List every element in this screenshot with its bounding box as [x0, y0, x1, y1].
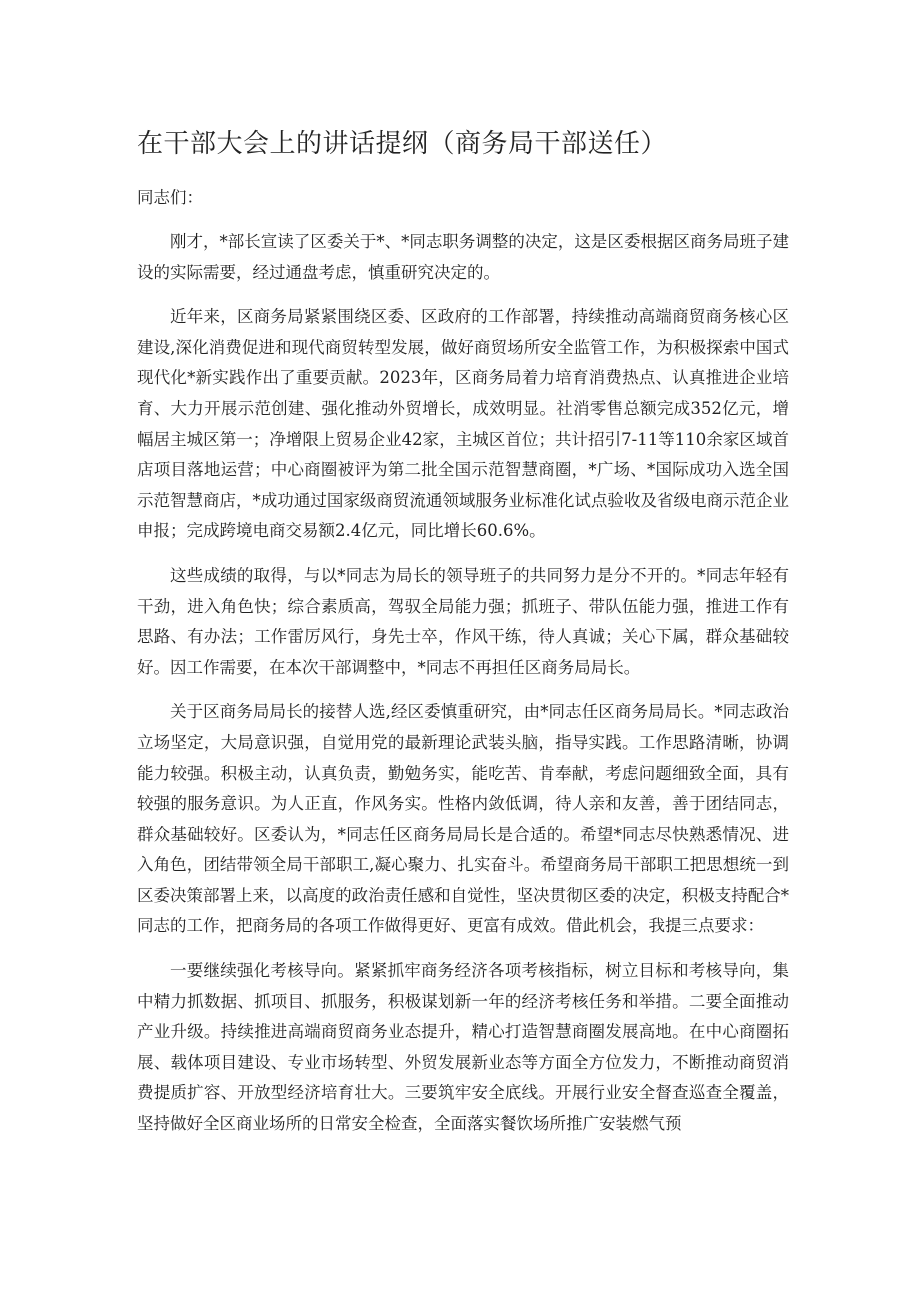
paragraph-achievements: 近年来，区商务局紧紧围绕区委、区政府的工作部署，持续推动高端商贸商务核心区建设,深化消费促进和现代商贸转型发展，做好商贸场所安全监管工作，为积极探索中国式现代化*新实践作出了重要贡献。2023年，区商务局着力培育消费热点、认真推进企业培育、大力开展示范创建、强化推动外贸增长，成效明显。社消零售总额完成352亿元，增幅居主城区第一；净增限上贸易企业42家，主城区首位；共计招引7-11等110余家区域首店项目落地运营；中心商圈被评为第二批全国示范智慧商圈，*广场、*国际成功入选全国示范智慧商店，*成功通过国家级商贸流通领域服务业标准化试点验收及省级电商示范企业申报；完成跨境电商交易额2.4亿元，同比增长60.6%。 — [137, 307, 789, 541]
paragraph-opening: 刚才，*部长宣读了区委关于*、*同志职务调整的决定，这是区委根据区商务局班子建设的实际需要，经过通盘考虑，慎重研究决定的。 — [137, 232, 789, 282]
salutation: 同志们： — [137, 188, 203, 207]
paragraph-requirements: 一要继续强化考核导向。紧紧抓牢商务经济各项考核指标，树立目标和考核导向，集中精力抓数据、抓项目、抓服务，积极谋划新一年的经济考核任务和举措。二要全面推动产业升级。持续推进高端商贸商务业态提升，精心打造智慧商圈发展高地。在中心商圈拓展、载体项目建设、专业市场转型、外贸发展新业态等方面全方位发力，不断推动商贸消费提质扩容、开放型经济培育壮大。三要筑牢安全底线。开展行业安全督查巡查全覆盖，坚持做好全区商业场所的日常安全检查，全面落实餐饮场所推广安装燃气预 — [137, 961, 789, 1134]
document-body — [137, 227, 789, 1154]
paragraph-outgoing-director: 这些成绩的取得，与以*同志为局长的领导班子的共同努力是分不开的。*同志年轻有干劲，进入角色快；综合素质高，驾驭全局能力强；抓班子、带队伍能力强，推进工作有思路、有办法；工作雷厉风行，身先士卒，作风干练，待人真诚；关心下属，群众基础较好。因工作需要，在本次干部调整中，*同志不再担任区商务局局长。 — [137, 565, 789, 677]
paragraph-successor: 关于区商务局局长的接替人选,经区委慎重研究，由*同志任区商务局局长。*同志政治立场坚定，大局意识强，自觉用党的最新理论武装头脑，指导实践。工作思路清晰，协调能力较强。积极主动，认真负责，勤勉务实，能吃苦、肯奉献，考虑问题细致全面，具有较强的服务意识。为人正直，作风务实。性格内敛低调，待人亲和友善，善于团结同志，群众基础较好。区委认为，*同志任区商务局局长是合适的。希望*同志尽快熟悉情况、进入角色，团结带领全局干部职工,凝心聚力、扎实奋斗。希望商务局干部职工把思想统一到区委决策部署上来，以高度的政治责任感和自觉性，坚决贯彻区委的决定，积极支持配合*同志的工作，把商务局的各项工作做得更好、更富有成效。借此机会，我提三点要求： — [137, 702, 789, 936]
document-title: 在干部大会上的讲话提纲（商务局干部送任） — [137, 129, 668, 159]
